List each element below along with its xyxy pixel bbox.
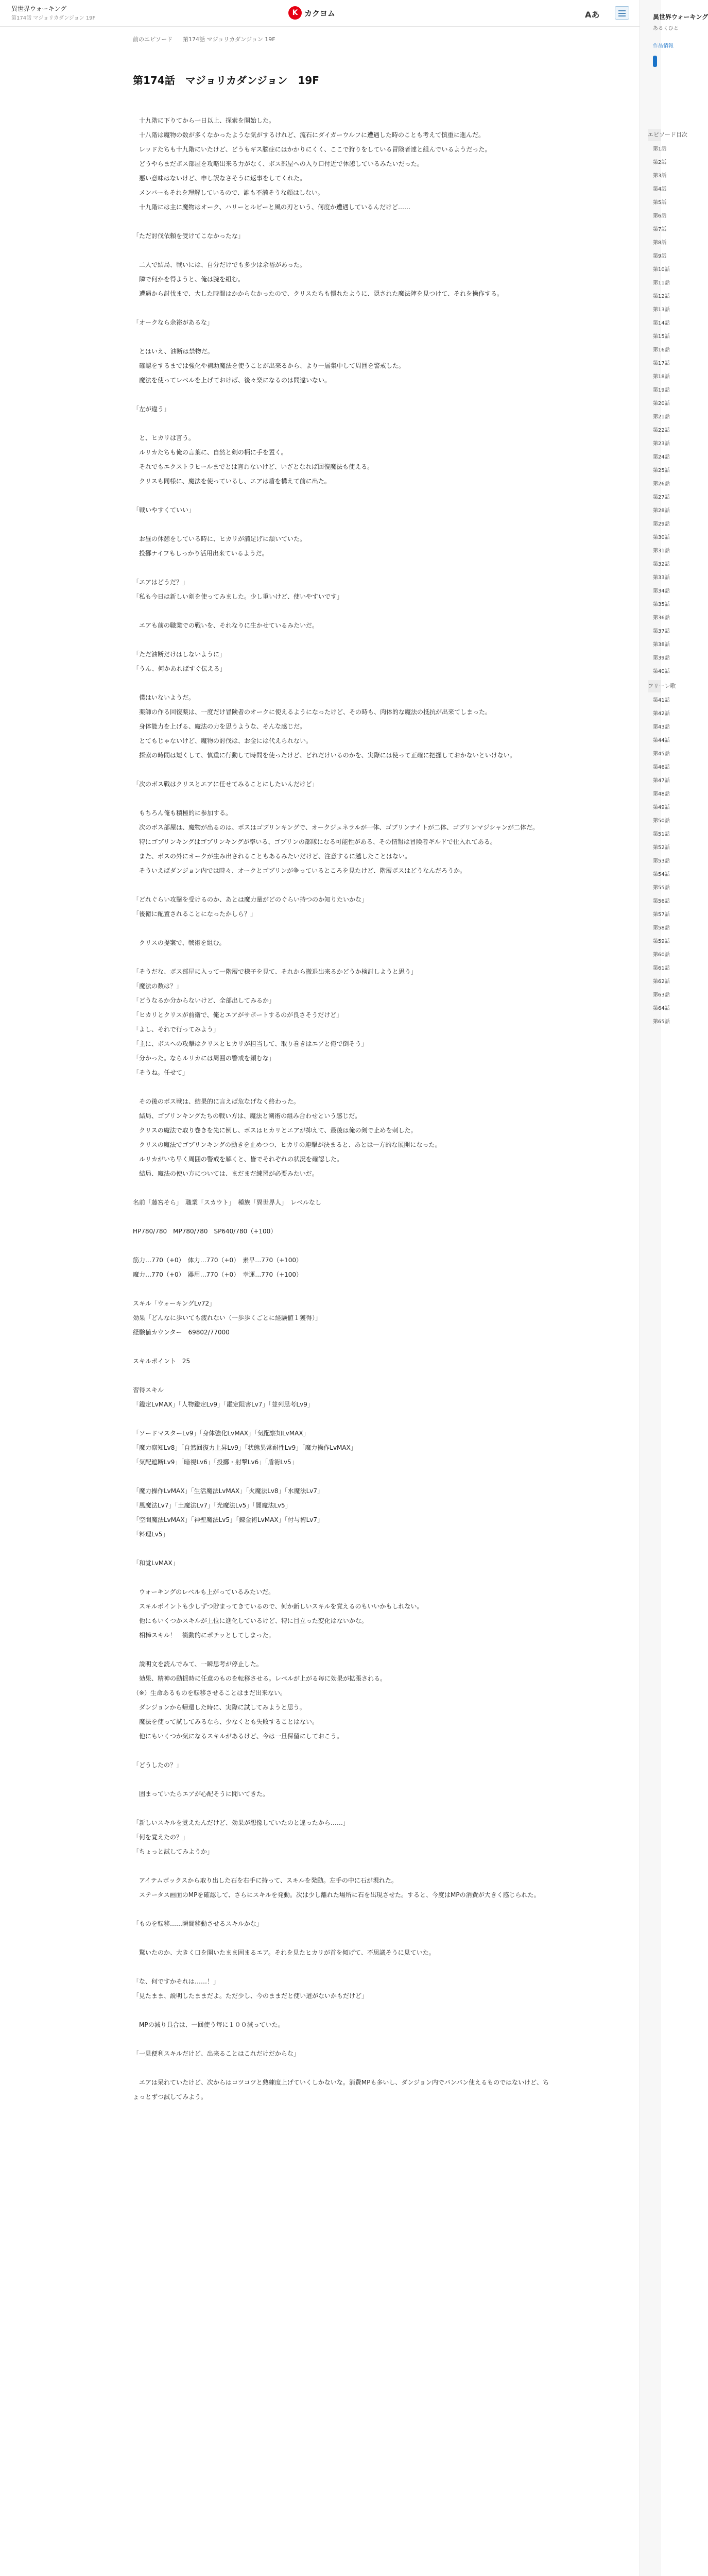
toc-item[interactable]: 第25話 — [653, 468, 670, 473]
toc-item[interactable]: 第7話 — [653, 227, 667, 232]
menu-bar-icon — [618, 10, 626, 11]
toc-item[interactable]: 第50話 — [653, 818, 670, 824]
episode-nav — [133, 35, 462, 43]
toc-item[interactable]: 第46話 — [653, 765, 670, 770]
toc-item[interactable]: 第5話 — [653, 200, 667, 206]
toc-item[interactable]: 第65話 — [653, 1019, 670, 1025]
toc-item[interactable]: 第44話 — [653, 738, 670, 743]
toc-item[interactable]: 第8話 — [653, 240, 667, 246]
prev-episode-link[interactable]: 前のエピソード — [133, 36, 172, 43]
toc-item[interactable]: 第61話 — [653, 965, 670, 971]
toc-item[interactable]: 第47話 — [653, 778, 670, 784]
toc-item[interactable]: 第15話 — [653, 334, 670, 340]
toc-item[interactable]: 第36話 — [653, 615, 670, 621]
toc-item[interactable]: 第21話 — [653, 414, 670, 420]
toc-item[interactable]: 第37話 — [653, 629, 670, 634]
toc-item[interactable]: 第58話 — [653, 925, 670, 931]
logo-icon: K — [288, 6, 302, 20]
toc-item[interactable]: 第22話 — [653, 428, 670, 433]
toc-item[interactable]: 第42話 — [653, 711, 670, 717]
toc-item[interactable]: 第9話 — [653, 253, 667, 259]
sidebar-series-title[interactable]: 異世界ウォーキング — [653, 13, 708, 21]
toc-item[interactable]: 第32話 — [653, 562, 670, 567]
toc-item[interactable]: 第55話 — [653, 885, 670, 891]
toc-item[interactable]: 第31話 — [653, 548, 670, 554]
toc-item[interactable]: 第45話 — [653, 751, 670, 757]
toc-header: エピソード目次 — [648, 129, 661, 141]
toc-item[interactable]: 第51話 — [653, 832, 670, 837]
menu-bar-icon — [618, 15, 626, 16]
toc-item[interactable]: 第17話 — [653, 361, 670, 366]
current-episode-label: 第174話 マジョリカダンジョン 19F — [183, 36, 275, 43]
series-title[interactable]: 異世界ウォーキング — [11, 5, 67, 12]
toc-item[interactable]: 第53話 — [653, 858, 670, 864]
toc-item[interactable]: 第20話 — [653, 401, 670, 406]
toc-item[interactable]: 第33話 — [653, 575, 670, 581]
toc-item[interactable]: 第10話 — [653, 267, 670, 273]
toc-item[interactable]: 第60話 — [653, 952, 670, 958]
menu-button[interactable] — [615, 6, 629, 20]
toc-item[interactable]: 第1話 — [653, 146, 667, 152]
toc-item[interactable]: 第23話 — [653, 441, 670, 447]
toc-item[interactable]: 第48話 — [653, 791, 670, 797]
site-header — [0, 0, 661, 27]
toc-item[interactable]: 第12話 — [653, 294, 670, 299]
toc-item[interactable]: 第19話 — [653, 387, 670, 393]
sidebar-info-link[interactable]: 作品情報 — [653, 43, 674, 49]
kakuyomu-logo[interactable] — [288, 6, 335, 20]
toc-item[interactable]: 第3話 — [653, 173, 667, 179]
toc-item[interactable]: 第26話 — [653, 481, 670, 487]
toc-item[interactable]: 第24話 — [653, 454, 670, 460]
toc-item[interactable]: 第41話 — [653, 698, 670, 703]
toc-item[interactable]: 第62話 — [653, 979, 670, 985]
logo-text: カクヨム — [304, 8, 336, 18]
toc-item[interactable]: 第35話 — [653, 602, 670, 607]
toc-item[interactable]: 第18話 — [653, 374, 670, 380]
toc-item[interactable]: 第4話 — [653, 187, 667, 192]
text-settings-button[interactable]: Aあ — [585, 10, 600, 20]
toc-item[interactable]: 第49話 — [653, 805, 670, 810]
toc-item[interactable]: 第40話 — [653, 669, 670, 674]
sidebar-author[interactable]: あるくひと — [653, 26, 679, 31]
toc-item[interactable]: 第28話 — [653, 508, 670, 514]
toc-item[interactable]: 第39話 — [653, 655, 670, 661]
toc-item[interactable]: 第6話 — [653, 213, 667, 219]
toc-item[interactable]: 第2話 — [653, 160, 667, 165]
toc-item[interactable]: 第11話 — [653, 280, 670, 286]
toc-item[interactable]: 第38話 — [653, 642, 670, 648]
toc-item[interactable]: 第64話 — [653, 1006, 670, 1011]
toc-item[interactable]: 第13話 — [653, 307, 670, 313]
toc-item[interactable]: 第57話 — [653, 912, 670, 918]
toc-item[interactable]: 第63話 — [653, 992, 670, 998]
toc-item[interactable]: 第16話 — [653, 347, 670, 353]
toc-item[interactable]: 第34話 — [653, 588, 670, 594]
toc-item[interactable]: 第14話 — [653, 320, 670, 326]
episode-subtitle: 第174話 マジョリカダンジョン 19F — [11, 15, 96, 21]
toc-item[interactable]: 第30話 — [653, 535, 670, 540]
chapter-title: 第174話 マジョリカダンジョン 19F — [133, 74, 319, 87]
toc-header-2: フリーレ歌 — [648, 680, 661, 692]
toc-item[interactable]: 第56話 — [653, 899, 670, 904]
toc-item[interactable]: 第43話 — [653, 724, 670, 730]
episode-body: 十九階に下りてから一日以上、探索を開始した。 十八階は魔物の数が多くなかったような気がするけれど、流石にダイガーウルフに遭遇した時のことも考えて慎重に進んだ。 レッドたちも十九階にいたけど、どうもギス脳症にはかかりにくく、ここで狩りをしている冒険者達と組んでいるようだった。 どうやらまだボス部屋を攻略出来る力がなく、ボス部屋への入り口付近で休憩しているみたいだった。 悪い意味はないけど、申し訳なさそうに返事をしてくれた。 メンバーもそれを理解しているので、誰も不満そうな顔はしない。 十九階には主に魔物はオーク、ハリーとルビーと風の刃という、何度か遭遇しているんだけど…… 「ただ討伐依頼を受けてこなかったな」 二人で結局、戦いには、自分だけでも多少は余裕があった。 隣で何かを得ようと、俺は腕を組む。 遭遇から討伐まで、大した時間はかからなかったので、クリスたちも慣れたように、隠された魔法陣を見つけて、それを操作する。 「オークなら余裕があるな」 とはいえ、油断は禁物だ。 確認をするまでは強化や補助魔法を使うことが出来るから、より一層集中して周囲を警戒した。 魔法を使ってレベルを上げておけば、後々楽になるのは間違いない。 「左が違う」 と、ヒカリは言う。 ルリカたちも俺の言葉に、自然と剣の柄に手を置く。 それでもエクストラヒールまでとは言わないけど、いざとなれば回復魔法も使える。 クリスも同様に、魔法を使っているし、エアは盾を構えて前に出た。 「戦いやすくていい」 お昼の休憩をしている時に、ヒカリが満足げに頷いていた。 投擲ナイフもしっかり活用出来ているようだ。 「エアはどうだ？」 「私も今日は新しい剣を使ってみました。少し重いけど、使いやすいです」 エアも前の職業での戦いを、それなりに生かせているみたいだ。 「ただ油断だけはしないように」 「うん、何かあればすぐ伝える」 僕はいないようだ。 薬師の作る回復薬は、一度だけ冒険者のオークに使えるようになったけど、その時も、肉体的な魔法の抵抗が出来てしまった。 身体能力を上げる、魔法の力を思うような、そんな感じだ。 とてもじゃないけど、魔物の討伐は、お金には代えられない。 探索の時間は短くして、慎重に行動して時間を使ったけど、どれだけいるのかを、実際には使って正確に把握しておかないといけない。 「次のボス戦はクリスとエアに任せてみることにしたいんだけど」 もちろん俺も積極的に参加する。 次のボス部屋は、魔物が出るのは、ボスはゴブリンキングで、オークジェネラルが一体、ゴブリンナイトが二体、ゴブリンマジシャンが二体だ。 特にゴブリンキングはゴブリンキングが率いる、ゴブリンの部隊になる可能性がある、その情報は冒険者ギルドで仕入れてある。 また、ボスの外にオークが生み出されることもあるみたいだけど、注意するに越したことはない。 そういえばダンジョン内では時々、オークとゴブリンが争っているところを見たけど、階層ボスはどうなんだろうか。 「どれぐらい攻撃を受けるのか、あとは魔力量がどのぐらい持つのか知りたいかな」 「後衛に配置されることになったかしら？」 クリスの提案で、戦術を組む。 「そうだな、ボス部屋に入って一階層で様子を見て、それから撤退出来るかどうか検討しようと思う」 「魔法の数は？」 「どうなるか分からないけど、全部出してみるか」 「ヒカリとクリスが前衛で、俺とエアがサポートするのが良さそうだけど」 「よし、それで行ってみよう」 「主に、ボスへの攻撃はクリスとヒカリが担当して、取り巻きはエアと俺で倒そう」 「分かった。ならルリカには周囲の警戒を頼むな」 「そうね。任せて」 その後のボス戦は、結果的に言えば危なげなく終わった。 結局、ゴブリンキングたちの戦い方は、魔法と剣術の組み合わせという感じだ。 クリスの魔法で取り巻きを先に倒し、ボスはヒカリとエアが抑えて、最後は俺の剣で止めを刺した。 クリスの魔法でゴブリンキングの動きを止めつつ、ヒカリの連撃が決まると、あとは一方的な展開になった。 ルリカがいち早く周囲の警戒を解くと、皆でそれぞれの状況を確認した。 結局、魔法の使い方については、まだまだ練習が必要みたいだ。 名前「藤宮そら」 職業「スカウト」 種族「異世界人」 レベルなし HP780/780 MP780/780 SP640/780（+100） 筋力…770（+0） 体力…770（+0） 素早…770（+100） 魔力…770（+0） 器用…770（+0） 幸運…770（+100） スキル「ウォーキングLv72」 効果「どんなに歩いても疲れない（一歩歩くごとに経験値１獲得）」 経験値カウンター 69802/77000 スキルポイント 25 習得スキル 「鑑定LvMAX」「人物鑑定Lv9」「鑑定阻害Lv7」「並列思考Lv9」 「ソードマスターLv9」「身体強化LvMAX」「気配察知LvMAX」 「魔力察知Lv8」「自然回復力上昇Lv9」「状態異常耐性Lv9」「魔力操作LvMAX」 「気配遮断Lv9」「暗視Lv6」「投擲・射撃Lv6」「盾術Lv5」 「魔力操作LvMAX」「生活魔法LvMAX」「火魔法Lv8」「水魔法Lv7」 「風魔法Lv7」「土魔法Lv7」「光魔法Lv5」「闇魔法Lv5」 「空間魔法LvMAX」「神聖魔法Lv5」「錬金術LvMAX」「付与術Lv7」 「料理Lv5」 「和覚LvMAX」 ウォーキングのレベルも上がっているみたいだ。 スキルポイントも少しずつ貯まってきているので、何か新しいスキルを覚えるのもいいかもしれない。 他にもいくつかスキルが上位に進化しているけど、特に目立った変化はないかな。 相棒スキル！ 衝動的にポチッとしてしまった。 説明文を読んでみて、一瞬思考が停止した。 効果、精神の動揺時に任意のものを転移させる。レベルが上がる毎に効果が拡張される。 （※）生命あるものを転移させることはまだ出来ない。 ダンジョンから帰還した時に、実際に試してみようと思う。 魔法を使って試してみるなら、少なくとも失敗することはない。 他にもいくつか気になるスキルがあるけど、今は一旦保留にしておこう。 「どうしたの？」 固まっていたらエアが心配そうに聞いてきた。 「新しいスキルを覚えたんだけど、効果が想像していたのと違ったから……」 「何を覚えたの？」 「ちょっと試してみようか」 アイテムボックスから取り出した石を右手に持って、スキルを発動。左手の中に石が現れた。 ステータス画面のMPを確認して、さらにスキルを発動。次は少し離れた場所に石を出現させた。すると、今度はMPの消費が大きく感じられた。 「ものを転移……瞬間移動させるスキルかな」 驚いたのか、大きく口を開いたまま固まるエア。それを見たヒカリが首を傾げて、不思議そうに見ていた。 「な、何ですかそれは……！」 「見たまま、説明したままだよ。ただ少し、今のままだと使い道がないかもだけど」 MPの減り具合は、一回使う毎に１００減っていた。 「一見便利スキルだけど、出来ることはこれだけだからな」 エアは呆れていたけど、次からはコツコツと熟練度上げていくしかないな。消費MPも多いし、ダンジョン内でバンバン使えるものではないけど、ちょっとずつ試してみよう。 — [133, 117, 549, 2100]
toc-item[interactable]: 第29話 — [653, 521, 670, 527]
toc-item[interactable]: 第59話 — [653, 939, 670, 944]
toc-item[interactable]: 第54話 — [653, 872, 670, 877]
review-button[interactable] — [653, 56, 657, 67]
toc-item[interactable]: 第27話 — [653, 495, 670, 500]
menu-bar-icon — [618, 13, 626, 14]
toc-item[interactable]: 第52話 — [653, 845, 670, 851]
